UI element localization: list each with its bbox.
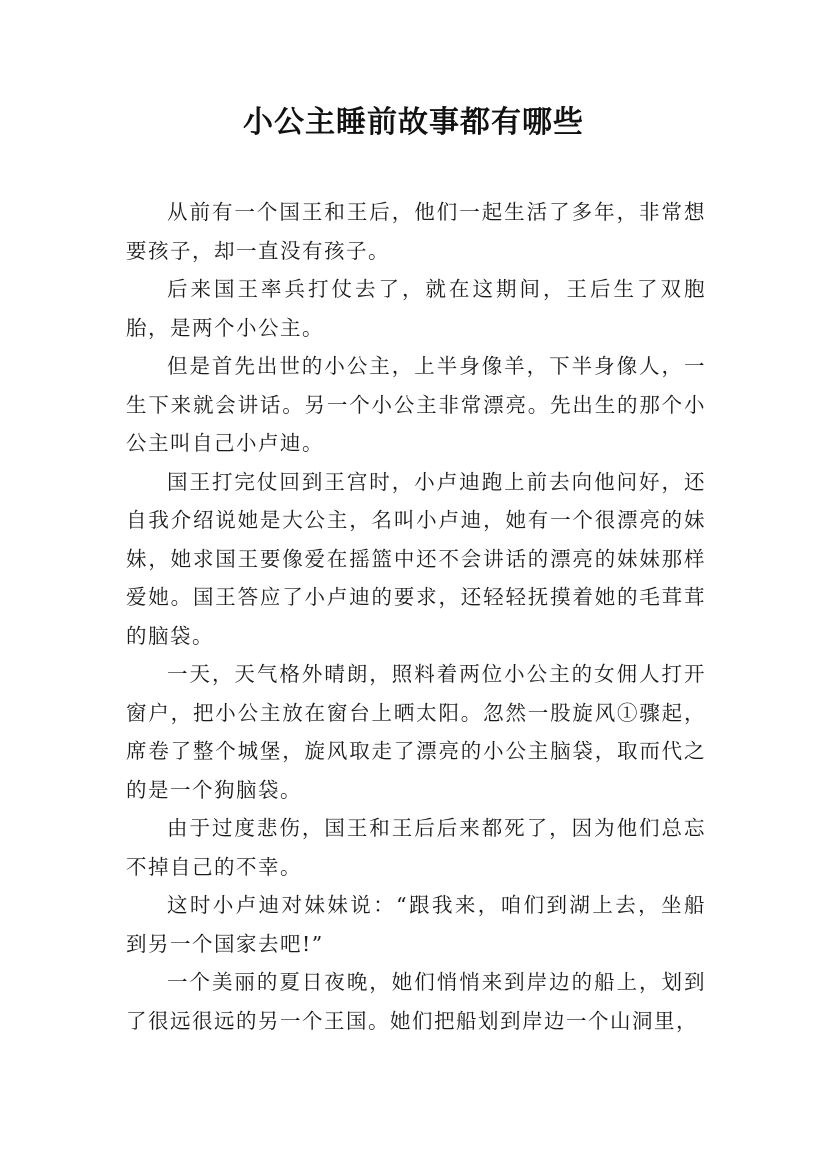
paragraph-3: 但是首先出世的小公主，上半身像羊，下半身像人，一生下来就会讲话。另一个小公主非常漂亮。先出生的那个小公主叫自己小卢迪。 (126, 354, 706, 455)
paragraph-1: 从前有一个国王和王后，他们一起生活了多年，非常想要孩子，却一直没有孩子。 (126, 200, 706, 263)
paragraph-4: 国王打完仗回到王宫时，小卢迪跑上前去向他问好，还自我介绍说她是大公主，名叫小卢迪，她有一个很漂亮的妹妹，她求国王要像爱在摇篮中还不会讲话的漂亮的妹妹那样爱她。国王答应了小卢迪的要求，还轻轻抚摸着她的毛茸茸的脑袋。 (126, 469, 706, 648)
page-title: 小公主睡前故事都有哪些 (243, 105, 584, 140)
story-body (126, 193, 706, 1040)
paragraph-5: 一天，天气格外晴朗，照料着两位小公主的女佣人打开窗户，把小公主放在窗台上晒太阳。忽然一股旋风①骤起，席卷了整个城堡，旋风取走了漂亮的小公主脑袋，取而代之的是一个狗脑袋。 (126, 662, 706, 802)
paragraph-8: 一个美丽的夏日夜晚，她们悄悄来到岸边的船上，划到了很远很远的另一个王国。她们把船划到岸边一个山洞里， (126, 970, 706, 1033)
paragraph-2: 后来国王率兵打仗去了，就在这期间，王后生了双胞胎，是两个小公主。 (126, 277, 706, 340)
paragraph-6: 由于过度悲伤，国王和王后后来都死了，因为他们总忘不掉自己的不幸。 (126, 816, 706, 879)
paragraph-7: 这时小卢迪对妹妹说：“跟我来，咱们到湖上去，坐船到另一个国家去吧!” (126, 893, 706, 956)
